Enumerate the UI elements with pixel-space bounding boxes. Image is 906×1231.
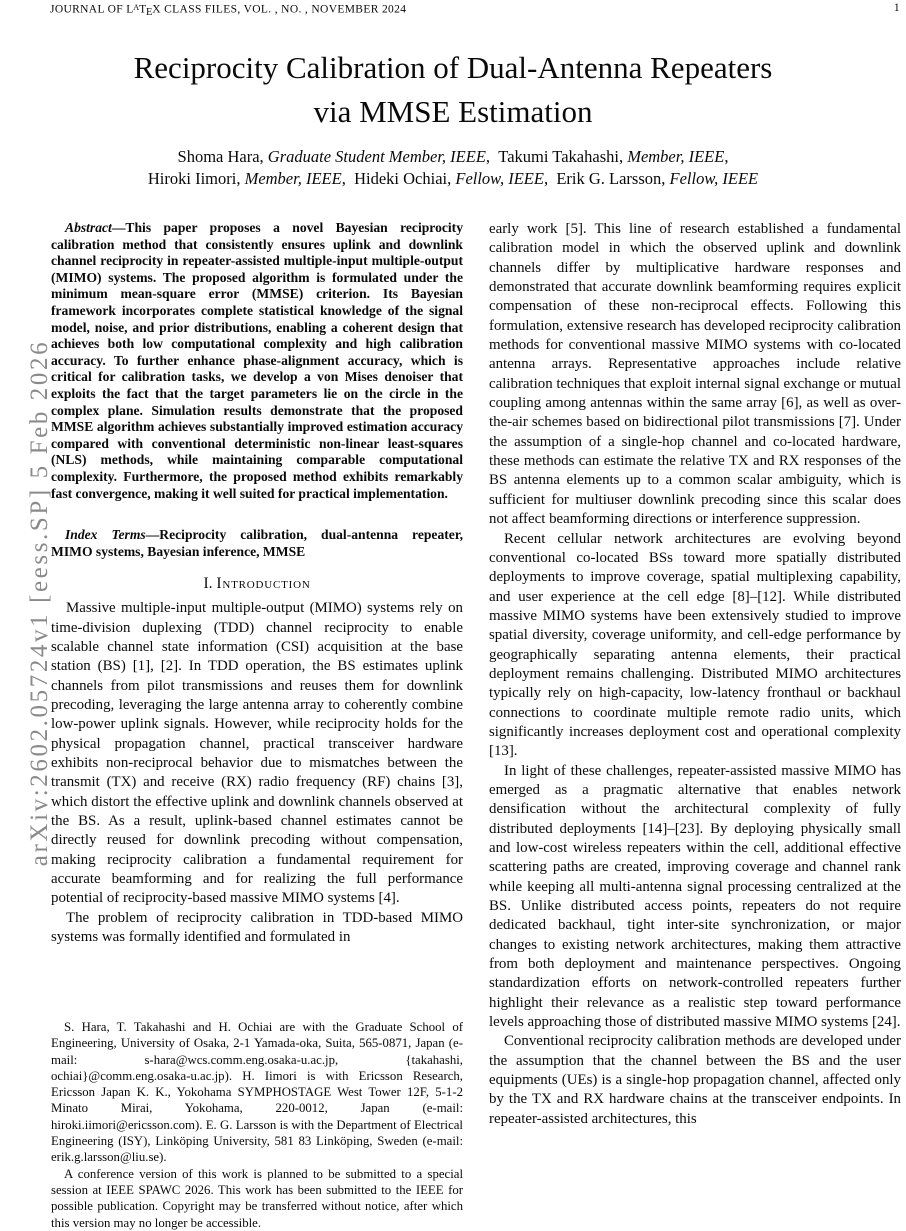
author-name: , Erik G. Larsson, [543, 169, 670, 188]
journal-header-part: JOURNAL OF L [50, 3, 134, 16]
section-title: Introduction [216, 575, 311, 593]
paper-title-line1: Reciprocity Calibration of Dual-Antenna Repeaters [133, 50, 773, 85]
author-affiliation: Fellow, IEEE [669, 169, 759, 188]
footnote-affiliations: S. Hara, T. Takahashi and H. Ochiai are with the Graduate School of Engineering, University of Osaka, 2-1 Yamada-oka, Suita, 565-0871, Japan (e-mail: s-hara@wcs.comm.eng.osaka-u.ac.jp, {takahashi, ochiai}@comm.eng.osaka-u.ac.jp). H. Iimori is with Ericsson Research, Ericsson Japan K. K., Yokohama SYMPHOSTAGE West Tower 12F, 5-1-2 Minato Mirai, Yokohama, 220-0012, Japan (e-mail: hiroki.iimori@ericsson.com). E. G. Larsson is with the Department of Electrical Engineering (ISY), Linköping University, 581 83 Linköping, Sweden (e-mail: erik.g.larsson@liu.se). [51, 1020, 463, 1165]
latex-logo-e: E [146, 6, 153, 18]
author-name: , Takumi Takahashi, [485, 147, 628, 166]
body-paragraph: In light of these challenges, repeater-assisted massive MIMO has emerged as a pragmatic alternative that enables network densification without the architectural complexity of fully distributed deployments [14]–[23]. By deploying physically small and low-cost wireless repeaters within the cell, additional effective scattering paths are created, improving coverage and channel rank while keeping all multi-antenna signal processing centralized at the BS. Unlike distributed access points, repeaters do not require dedicated backhaul, tight inter-site synchronization, or major changes to existing network architectures, making them attractive from both deployment and maintenance perspectives. Ongoing standardization efforts on network-controlled repeaters further highlight their relevance as a realistic step toward performance levels approaching those of distributed massive MIMO systems [24]. [489, 762, 901, 1031]
intro-paragraph-1: Massive multiple-input multiple-output (MIMO) systems rely on time-division duplexing (TDD) channel reciprocity to enable scalable channel state information (CSI) acquisition at the base station (BS) [1], [2]. In TDD operation, the BS estimates uplink channels from pilot transmissions and reuses them for downlink precoding, leveraging the large antenna array to coherently combine low-power uplink signals. However, while reciprocity holds for the physical propagation channel, practical transceiver hardware exhibits non-reciprocal behavior due to mismatches between the transmit (TX) and receive (RX) radio frequency (RF) chains [3], which distort the effective uplink and downlink channels observed at the BS. As a result, uplink-based channel estimates cannot be directly reused for downlink precoding without compensation, making reciprocity calibration a fundamental requirement for accurate beamforming and for realizing the full performance potential of reciprocity-based massive MIMO systems [4]. [51, 600, 463, 907]
section-heading-introduction [51, 575, 463, 593]
footnote-copyright: A conference version of this work is planned to be submitted to a special session at IEEE SPAWC 2026. This work has been submitted to the IEEE for possible publication. Copyright may be transferred without notice, after which this version may no longer be accessible. [51, 1166, 463, 1230]
author-affiliation: Graduate Student Member, IEEE [267, 147, 486, 166]
author-affiliation: Member, IEEE [627, 147, 725, 166]
abstract-label: Abstract [65, 220, 112, 235]
paper-title-line2: via MMSE Estimation [313, 94, 593, 129]
author-line-2 [28, 168, 878, 190]
abstract-paragraph [51, 220, 463, 502]
author-footnote [51, 1019, 463, 1231]
paper-title [28, 46, 878, 134]
author-affiliation: Fellow, IEEE [455, 169, 544, 188]
author-line-1 [28, 146, 878, 168]
journal-header-part: T [139, 3, 147, 16]
journal-header-part: X CLASS FILES, VOL. , NO. , NOVEMBER 2024 [152, 3, 407, 16]
author-list [28, 146, 878, 190]
running-header [50, 2, 900, 18]
body-paragraph: Recent cellular network architectures are evolving beyond conventional co-located BSs toward more spatially distributed deployments to improve coverage, spatial multiplexing capability, and user experience at the cell edge [8]–[12]. While distributed massive MIMO systems have been extensively studied to improve spatial diversity, coverage uniformity, and cell-edge performance by geographically separating antenna elements, their practical deployment remains challenging. Distributed MIMO architectures typically rely on high-capacity, low-latency fronthaul or backhaul connections to coordinate multiple remote radio units, which significantly increases deployment cost and operational complexity [13]. [489, 530, 901, 760]
journal-header-text [50, 2, 406, 18]
index-terms-paragraph [51, 527, 463, 560]
page-number: 1 [893, 2, 900, 14]
section-number: I. [203, 575, 213, 593]
left-column [51, 220, 463, 1016]
body-paragraph: early work [5]. This line of research established a fundamental calibration model in which the observed uplink and downlink channels differ by multiplicative hardware responses and demonstrated that accurate downlink beamforming requires explicit compensation of these non-reciprocal effects. Following this formulation, extensive research has developed reciprocity calibration methods for conventional massive MIMO systems with co-located antenna arrays. Representative approaches include relative calibration techniques that exploit internal signal exchange or mutual coupling among antennas within the same array [6], as well as over-the-air schemes based on bidirectional pilot transmissions [7]. Under the assumption of a single-hop channel and co-located hardware, these methods can estimate the relative TX and RX responses of the BS antenna elements up to a common scalar ambiguity, which is sufficient for multiuser downlink precoding since this scalar does not affect beamforming directions or interference suppression. [489, 221, 901, 528]
author-name: Shoma Hara, [177, 147, 268, 166]
latex-logo-a: A [133, 2, 140, 12]
author-affiliation: Member, IEEE [244, 169, 342, 188]
right-column [489, 220, 901, 1198]
body-paragraph: Conventional reciprocity calibration methods are developed under the assumption that the channel between the BS and the user equipments (UEs) is a single-hop propagation channel, affected only by the TX and RX hardware chains at the transceiver endpoints. In repeater-assisted architectures, this [489, 1033, 901, 1127]
intro-paragraph-2: The problem of reciprocity calibration in TDD-based MIMO systems was formally identified and formulated in [51, 909, 463, 946]
author-name: Hiroki Iimori, [147, 169, 245, 188]
index-terms-label: Index Terms [65, 527, 146, 543]
author-separator: , [724, 147, 729, 166]
abstract-text: —This paper proposes a novel Bayesian reciprocity calibration method that consistently ensures uplink and downlink channel reciprocity in repeater-assisted multiple-input multiple-output (MIMO) systems. The proposed algorithm is formulated under the minimum mean-square error (MMSE) criterion. Its Bayesian framework incorporates complete statistical knowledge of the signal model, noise, and prior distributions, enabling a coherent design that achieves both low computational complexity and high calibration accuracy. To further enhance phase-alignment accuracy, which is critical for calibration tasks, we develop a von Mises denoiser that exploits the fact that the target parameters lie on the circle in the complex plane. Simulation results demonstrate that the proposed MMSE algorithm achieves substantially improved estimation accuracy compared with conventional deterministic non-linear least-squares (NLS) methods, while maintaining comparable computational complexity. Furthermore, the proposed method exhibits remarkably fast convergence, making it well suited for practical implementation. [51, 220, 463, 501]
arxiv-watermark: arXiv:2602.05724v1 [eess.SP] 5 Feb 2026 [26, 339, 53, 867]
author-name: , Hideki Ochiai, [341, 169, 456, 188]
index-terms-text: —Reciprocity calibration, dual-antenna repeater, MIMO systems, Bayesian inference, MMSE [51, 527, 463, 559]
